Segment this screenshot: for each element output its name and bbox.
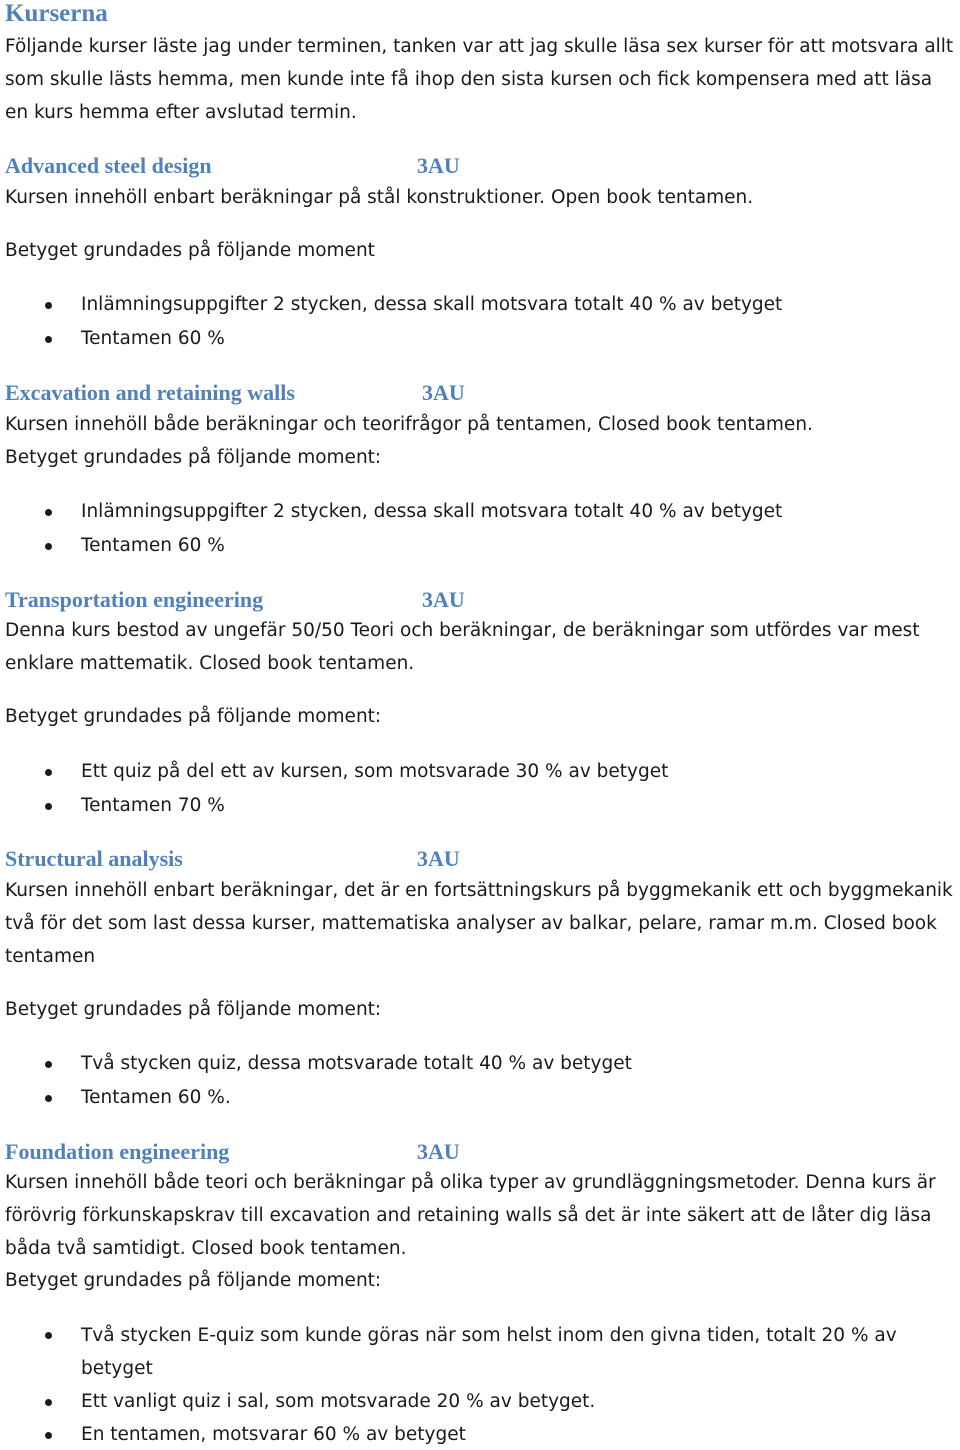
grading-label: Betyget grundades på följande moment: <box>5 447 382 468</box>
list-item-text: Två stycken quiz, dessa motsvarade totalt 40 % av betyget <box>81 1053 632 1074</box>
bullet-icon <box>45 336 52 343</box>
course-credits: 3AU <box>422 587 465 612</box>
list-item-text: Tentamen 70 % <box>81 795 225 816</box>
list-item-text: Två stycken E-quiz som kunde göras när som helst inom den givna tiden, totalt 20 % av betyget <box>81 1325 897 1379</box>
course-description: Kursen innehöll enbart beräkningar, det är en fortsättningskurs på byggmekanik ett och byggmekanik två för det som last dessa kurser, mattematiska analyser av balkar, pelare, ramar m.m. Closed book tentamen <box>5 880 953 967</box>
course-credits: 3AU <box>417 153 460 178</box>
grading-label: Betyget grundades på följande moment: <box>5 1270 382 1291</box>
grading-label: Betyget grundades på följande moment: <box>5 999 382 1020</box>
course-title: Structural analysis <box>5 846 183 871</box>
list-item-text: Tentamen 60 % <box>81 535 225 556</box>
course-credits: 3AU <box>417 1139 460 1164</box>
list-item-text: Inlämningsuppgifter 2 stycken, dessa skall motsvara totalt 40 % av betyget <box>81 294 783 315</box>
course-description: Kursen innehöll enbart beräkningar på stål konstruktioner. Open book tentamen. <box>5 187 754 208</box>
course-description: Kursen innehöll både beräkningar och teorifrågor på tentamen, Closed book tentamen. <box>5 414 813 435</box>
bullet-icon <box>45 803 52 810</box>
bullet-icon <box>45 302 52 309</box>
course-description: Kursen innehöll både teori och beräkningar på olika typer av grundläggningsmetoder. Denna kurs är förövrig förkunskapskrav till excavation and retaining walls så det är inte säkert att de låter dig läsa båda två samtidigt. Closed book tentamen. <box>5 1172 936 1259</box>
course-title: Transportation engineering <box>5 587 264 612</box>
bullet-icon <box>45 509 52 516</box>
list-item-text: Ett quiz på del ett av kursen, som motsvarade 30 % av betyget <box>81 761 669 782</box>
list-item-text: Tentamen 60 %. <box>81 1087 231 1108</box>
list-item-text: En tentamen, motsvarar 60 % av betyget <box>81 1424 466 1445</box>
grading-label: Betyget grundades på följande moment <box>5 240 375 261</box>
course-description: Denna kurs bestod av ungefär 50/50 Teori och beräkningar, de beräkningar som utfördes var mest enklare mattematik. Closed book tentamen. <box>5 620 920 674</box>
page-title: Kurserna <box>5 0 108 27</box>
list-item-text: Inlämningsuppgifter 2 stycken, dessa skall motsvara totalt 40 % av betyget <box>81 501 783 522</box>
bullet-icon <box>45 543 52 550</box>
course-title: Foundation engineering <box>5 1139 230 1164</box>
course-title: Advanced steel design <box>5 153 212 178</box>
course-credits: 3AU <box>422 380 465 405</box>
bullet-icon <box>45 1432 52 1439</box>
list-item-text: Tentamen 60 % <box>81 328 225 349</box>
course-title: Excavation and retaining walls <box>5 380 295 405</box>
bullet-icon <box>45 1095 52 1102</box>
intro-paragraph: Följande kurser läste jag under terminen, tanken var att jag skulle läsa sex kurser för att motsvara allt som skulle lästs hemma, men kunde inte få ihop den sista kursen och fick kompensera med att läsa en kurs hemma efter avslutad termin. <box>5 36 954 123</box>
bullet-icon <box>45 1332 52 1339</box>
list-item-text: Ett vanligt quiz i sal, som motsvarade 20 % av betyget. <box>81 1391 596 1412</box>
course-credits: 3AU <box>417 846 460 871</box>
bullet-icon <box>45 1061 52 1068</box>
bullet-icon <box>45 1399 52 1406</box>
bullet-icon <box>45 769 52 776</box>
grading-label: Betyget grundades på följande moment: <box>5 706 382 727</box>
